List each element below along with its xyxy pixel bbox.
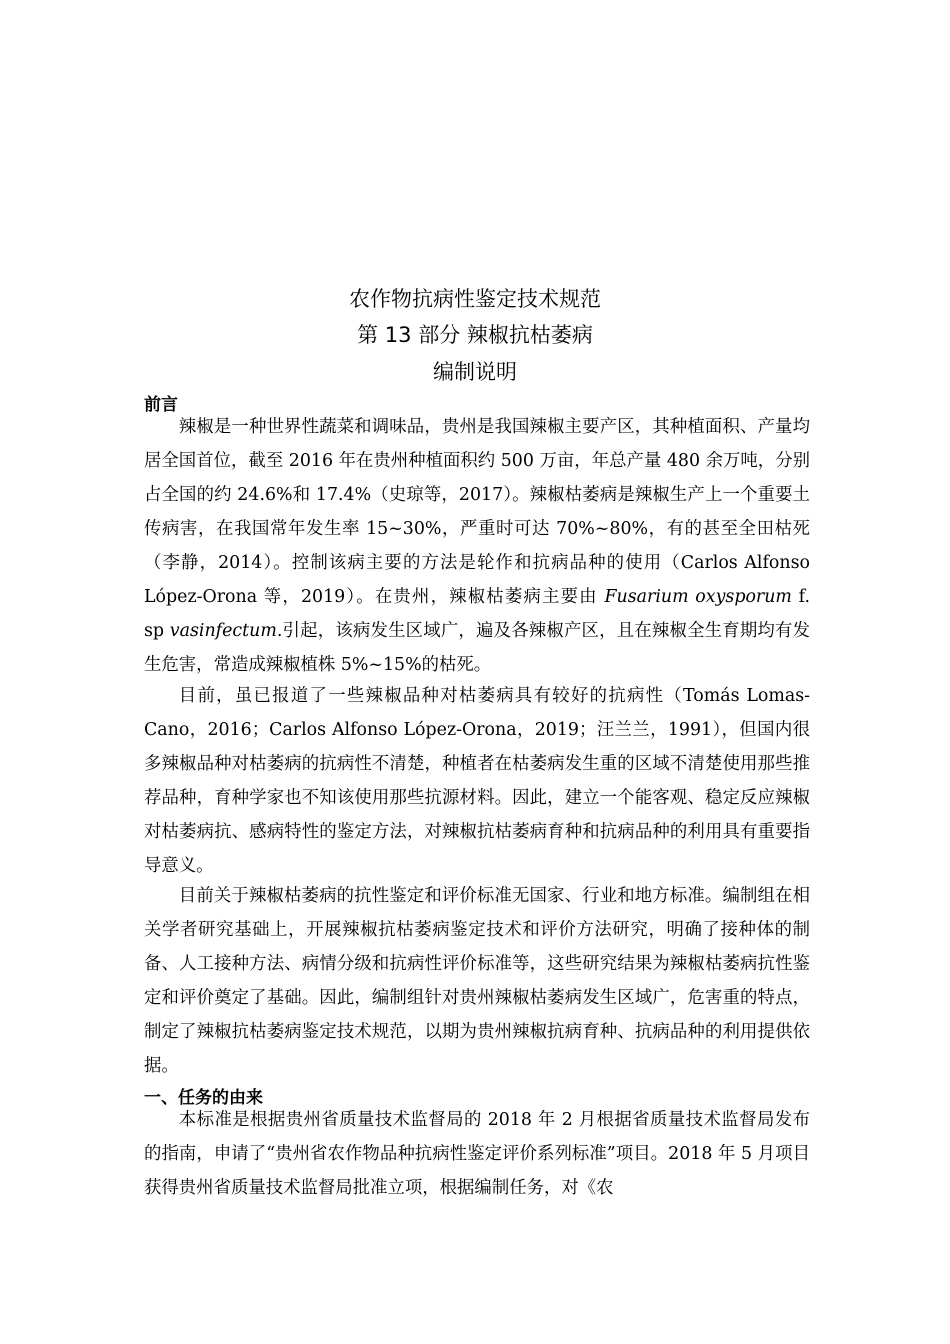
preface-paragraph-2-text: 目前，虽已报道了一些辣椒品种对枯萎病具有较好的抗病性（Tomás Lomas-Cano，2016；Carlos Alfonso López-Orona，2019；汪兰兰，1991），但国内很多辣椒品种对枯萎病的抗病性不清楚，种植者在枯萎病发生重的区域不清楚使用那些推荐品种，育种学家也不知该使用那些抗源材料。因此，建立一个能客观、稳定反应辣椒对枯萎病抗、感病特性的鉴定方法，对辣椒抗枯萎病育种和抗病品种的利用具有重要指导意义。 bbox=[144, 686, 810, 876]
document-title-line-2: 第 13 部分 辣椒抗枯萎病 bbox=[357, 323, 593, 347]
section-1-paragraph-1 bbox=[144, 1103, 810, 1205]
preface-paragraph-3 bbox=[144, 879, 810, 1083]
forma-specialis-abbrev: f. sp bbox=[144, 587, 810, 641]
document-title-line-1: 农作物抗病性鉴定技术规范 bbox=[349, 287, 601, 311]
preface-heading: 前言 bbox=[144, 395, 178, 415]
preface-paragraph-1-text-a: 辣椒是一种世界性蔬菜和调味品，贵州是我国辣椒主要产区，其种植面积、产量均居全国首位，截至 2016 年在贵州种植面积约 500 万亩，年总产量 480 余万吨，分别占全国的约 24.6%和 17.4%（史琼等，2017）。辣椒枯萎病是辣椒生产上一个重要土传病害，在我国常年发生率 15~30%，严重时可达 70%~80%，有的甚至全田枯死（李静，2014）。控制该病主要的方法是轮作和抗病品种的使用（Carlos Alfonso López-Orona 等，2019）。在贵州，辣椒枯萎病主要由 bbox=[144, 417, 810, 607]
preface-paragraph-1 bbox=[144, 410, 810, 682]
section-1-heading: 一、任务的由来 bbox=[144, 1088, 263, 1108]
forma-specialis-name: vasinfectum. bbox=[169, 621, 283, 641]
preface-paragraph-3-text: 目前关于辣椒枯萎病的抗性鉴定和评价标准无国家、行业和地方标准。编制组在相关学者研究基础上，开展辣椒抗枯萎病鉴定技术和评价方法研究，明确了接种体的制备、人工接种方法、病情分级和抗病性评价标准等，这些研究结果为辣椒枯萎病抗性鉴定和评价奠定了基础。因此，编制组针对贵州辣椒枯萎病发生区域广，危害重的特点，制定了辣椒抗枯萎病鉴定技术规范，以期为贵州辣椒抗病育种、抗病品种的利用提供依据。 bbox=[144, 886, 810, 1076]
document-title-line-3: 编制说明 bbox=[433, 360, 517, 384]
preface-paragraph-2 bbox=[144, 679, 810, 883]
pathogen-species-name: Fusarium oxysporum bbox=[604, 587, 792, 607]
section-1-paragraph-1-text: 本标准是根据贵州省质量技术监督局的 2018 年 2 月根据省质量技术监督局发布的指南，申请了“贵州省农作物品种抗病性鉴定评价系列标准”项目。2018 年 5 月项目获得贵州省质量技术监督局批准立项，根据编制任务，对《农 bbox=[144, 1110, 810, 1198]
preface-paragraph-1-text-b: 引起，该病发生区域广，遍及各辣椒产区，且在辣椒全生育期均有发生危害，常造成辣椒植株 5%~15%的枯死。 bbox=[144, 621, 810, 675]
